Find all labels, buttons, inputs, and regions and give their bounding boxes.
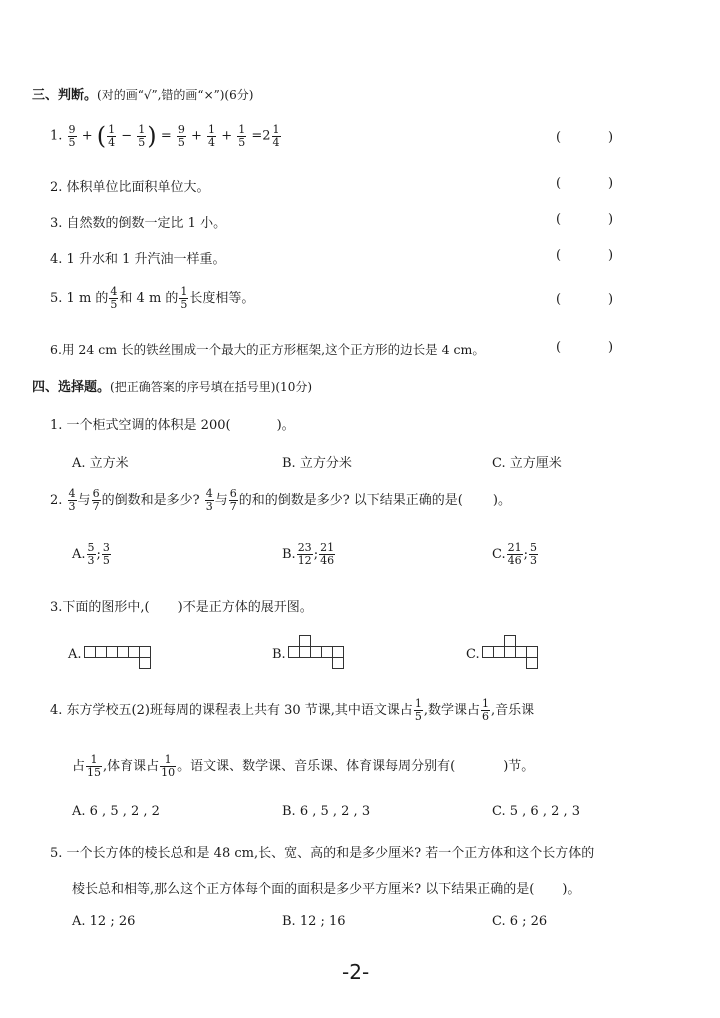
answer-paren-open: (: [556, 212, 562, 227]
item-text: 用 24 cm 长的铁丝围成一个最大的正方形框架,这个正方形的边长是 4 cm。: [61, 342, 485, 357]
fraction: $\frac{1}{5}$: [138, 122, 146, 149]
choice-question-5: 5. 一个长方体的棱长总和是 48 cm,长、宽、高的和是多少厘米? 若一个正方体和这个长方体的: [50, 846, 595, 861]
choice-question-4: 4. 东方学校五(2)班每周的课程表上共有 30 节课,其中语文课占 $\frac{1}{5}$ ,数学课占 $\frac{1}{6}$ ,音乐课: [50, 697, 535, 723]
section4-title: 四、选择题。: [32, 380, 111, 395]
option-a: A.: [68, 647, 82, 662]
option-c: C. 5 , 6 , 2 , 3: [492, 804, 581, 819]
fraction: $\frac{9}{5}$: [68, 122, 76, 149]
answer-paren-close: ): [608, 248, 614, 263]
judge-item-3: [50, 212, 226, 231]
answer-paren-close: ): [608, 292, 614, 307]
item-text: 1 升水和 1 升汽油一样重。: [66, 252, 226, 267]
answer-paren-close: ): [608, 340, 614, 355]
item-number: 6.: [50, 342, 62, 357]
fraction: $\frac{1}{4}$: [208, 122, 216, 149]
item-number: 4.: [50, 703, 63, 718]
item-number: 3.: [50, 216, 63, 231]
fraction: $\frac{1}{10}$: [161, 753, 176, 779]
answer-paren-open: (: [556, 130, 562, 145]
fraction: $\frac{4}{5}$: [110, 285, 118, 311]
answer-paren-open: (: [556, 340, 562, 355]
option-b: B. 6 , 5 , 2 , 3: [282, 804, 371, 819]
section3-title: 三、判断。: [32, 88, 98, 103]
item-number: 4.: [50, 252, 63, 267]
fraction: $\frac{6}{7}$: [92, 487, 100, 513]
fraction: $\frac{1}{4}$: [108, 122, 116, 149]
item-number: 1.: [50, 418, 63, 433]
judge-item-5: 5. 1 m 的 $\frac{4}{5}$ 和 4 m 的 $\frac{1}{5}$ 长度相等。: [50, 285, 255, 311]
option-a: A. 12 ; 26: [72, 914, 136, 929]
item-number: 5.: [50, 291, 63, 306]
item-number: 3.: [50, 600, 63, 615]
option-c: C. 6 ; 26: [492, 914, 548, 929]
option-b: B. $\frac{23}{12}$ ; $\frac{21}{46}$: [282, 541, 335, 567]
judge-item-4: [50, 248, 226, 267]
fraction: $\frac{1}{4}$: [272, 122, 280, 149]
fraction: $\frac{1}{15}$: [87, 753, 102, 779]
section4-instructions: (把正确答案的序号填在括号里)(10分): [110, 380, 313, 394]
item-number: 2.: [50, 493, 63, 508]
option-c: C. 立方厘米: [492, 456, 562, 471]
option-a: A. 立方米: [72, 456, 129, 471]
judge-item-1: 1. $\frac{9}{5}$ + ( $\frac{1}{4}$ − $\frac{1}{5}$ ) = $\frac{9}{5}$ + $\frac{1}{4}$ + $\frac{1}{5}$ =2 $\frac{1}{4}$: [50, 122, 280, 150]
fraction: $\frac{1}{5}$: [414, 697, 422, 723]
option-b: B.: [272, 647, 286, 662]
fraction: $\frac{1}{5}$: [238, 122, 246, 149]
option-a: A. $\frac{5}{3}$ ; $\frac{3}{5}$: [72, 541, 110, 567]
fraction: $\frac{9}{5}$: [177, 122, 185, 149]
judge-item-2: [50, 176, 210, 195]
item-number: 5.: [50, 846, 63, 861]
section4-header: [32, 376, 312, 395]
fraction: $\frac{4}{3}$: [205, 487, 213, 513]
choice-question-1: 1. 一个柜式空调的体积是 200( )。: [50, 418, 295, 433]
page-number: -2-: [342, 960, 370, 984]
item-text: 自然数的倒数一定比 1 小。: [66, 216, 227, 231]
choice-question-3: 3.下面的图形中,( )不是正方体的展开图。: [50, 600, 313, 615]
item-number: 2.: [50, 180, 63, 195]
fraction: $\frac{4}{3}$: [68, 487, 76, 513]
choice-question-5-line2: 棱长总和相等,那么这个正方体每个面的面积是多少平方厘米? 以下结果正确的是( )。: [72, 882, 581, 897]
judge-item-6: [50, 340, 485, 358]
option-c: C. $\frac{21}{46}$ ; $\frac{5}{3}$: [492, 541, 538, 567]
fraction: $\frac{1}{6}$: [482, 697, 490, 723]
fraction: $\frac{6}{7}$: [229, 487, 237, 513]
section3-header: [32, 84, 253, 103]
answer-paren-open: (: [556, 248, 562, 263]
option-b: B. 立方分米: [282, 456, 352, 471]
option-b: B. 12 ; 16: [282, 914, 346, 929]
option-a: A. 6 , 5 , 2 , 2: [72, 804, 160, 819]
answer-paren-close: ): [608, 212, 614, 227]
answer-paren-open: (: [556, 292, 562, 307]
choice-question-4-line2: 占 $\frac{1}{15}$ ,体育课占 $\frac{1}{10}$ 。语文课、数学课、音乐课、体育课每周分别有( )节。: [72, 753, 535, 779]
section3-instructions: (对的画“√”,错的画“×”)(6分): [97, 88, 254, 102]
fraction: $\frac{1}{5}$: [180, 285, 188, 311]
answer-paren-close: ): [608, 176, 614, 191]
item-text: 体积单位比面积单位大。: [66, 180, 210, 195]
option-c: C.: [466, 647, 480, 662]
choice-question-2: 2. $\frac{4}{3}$ 与 $\frac{6}{7}$ 的倒数和是多少? $\frac{4}{3}$ 与 $\frac{6}{7}$ 的和的倒数是多少? 以下结果正确的是( )。: [50, 487, 511, 513]
item-number: 1.: [50, 128, 63, 144]
answer-paren-open: (: [556, 176, 562, 191]
answer-paren-close: ): [608, 130, 614, 145]
